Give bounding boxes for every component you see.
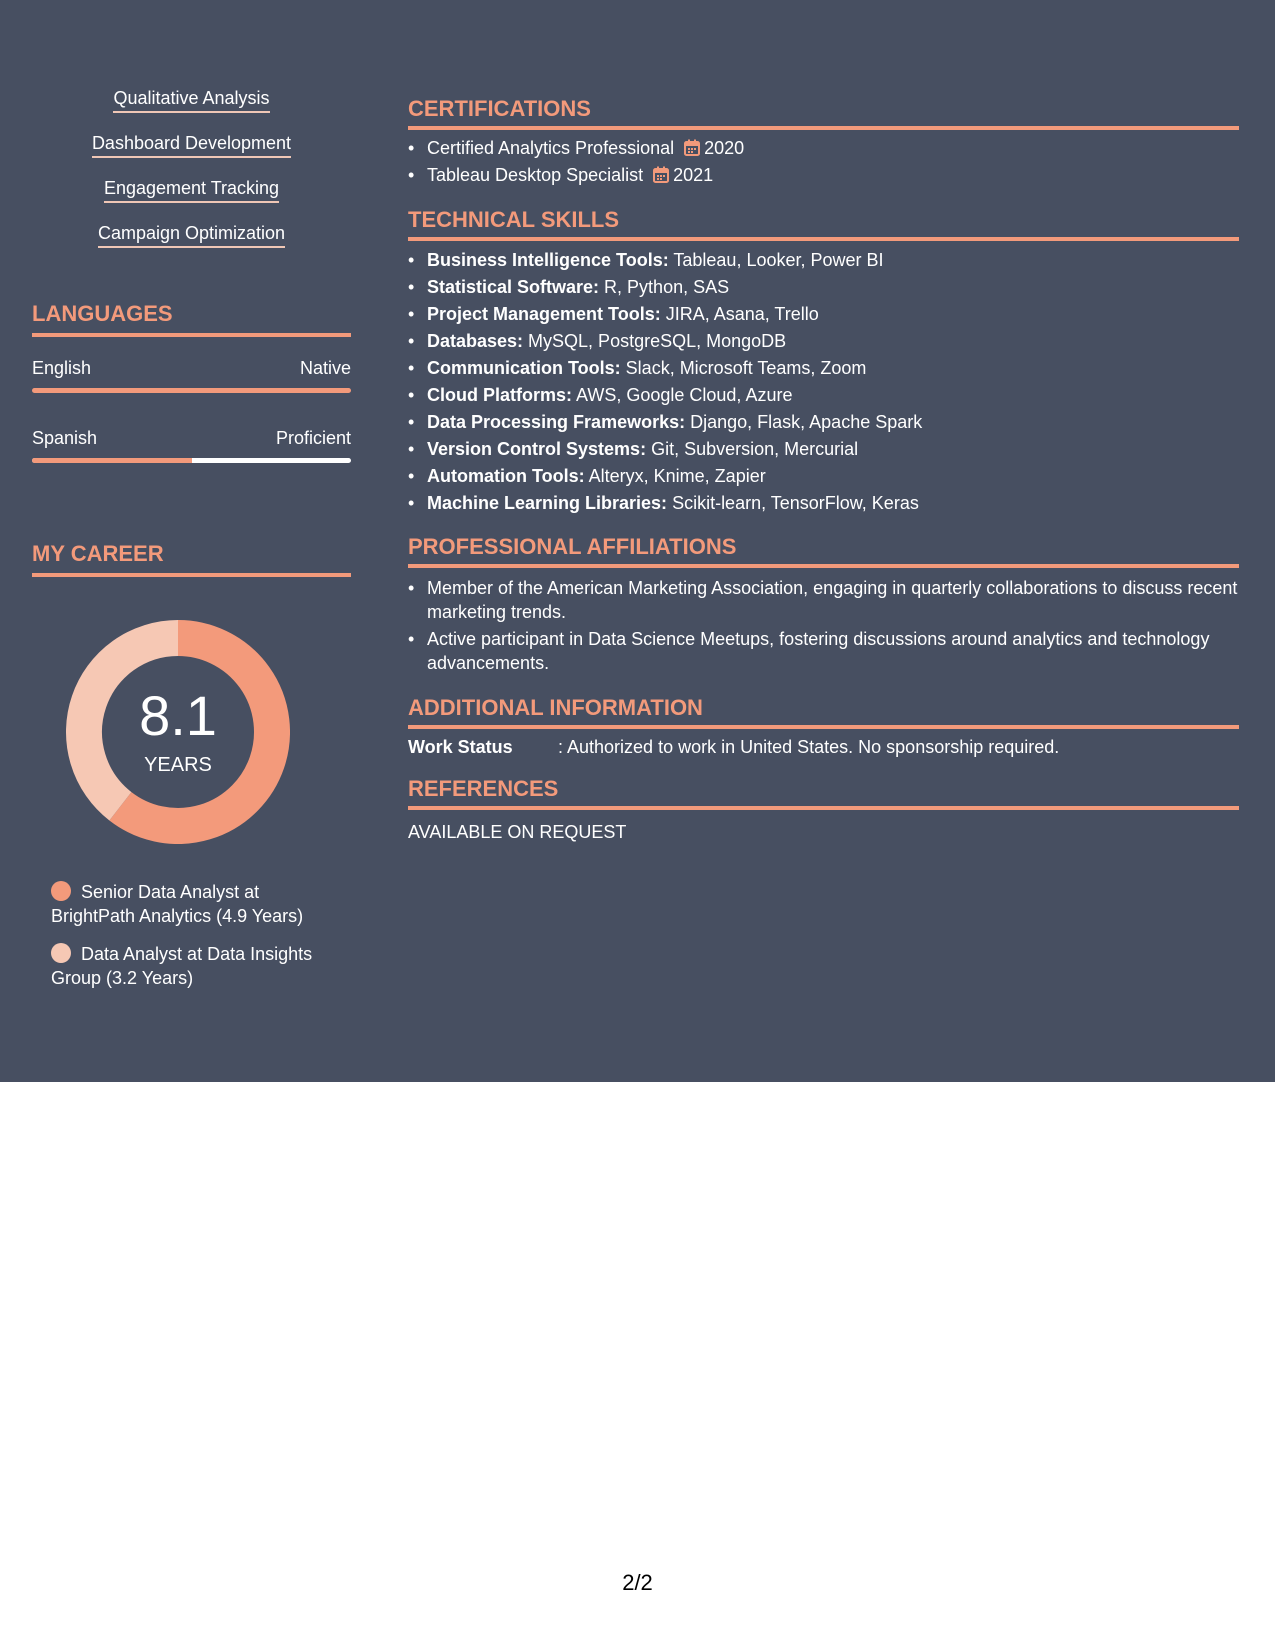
skill-values: JIRA, Asana, Trello — [660, 304, 819, 324]
languages-heading: LANGUAGES — [32, 301, 351, 337]
skill-category: Databases: — [427, 331, 524, 351]
language-level: Native — [299, 358, 351, 378]
skill-values: Scikit-learn, TensorFlow, Keras — [667, 493, 919, 513]
skill-values: Django, Flask, Apache Spark — [685, 412, 923, 432]
language-name: English — [32, 358, 92, 378]
affiliation-item: • Member of the American Marketing Association, engaging in quarterly collaborations to discuss recent marketing trends. — [408, 576, 1239, 624]
technical-skill-item — [408, 382, 1239, 409]
certification-name: Tableau Desktop Specialist — [427, 165, 644, 185]
certification-item — [408, 135, 1239, 162]
skill-tags — [32, 87, 351, 267]
certification-year: 2020 — [704, 138, 745, 158]
legend-dot-icon — [51, 881, 71, 901]
skill-values: AWS, Google Cloud, Azure — [572, 385, 793, 405]
skill-category: Business Intelligence Tools: — [427, 250, 669, 270]
technical-skill-item — [408, 328, 1239, 355]
language-bar-fill — [32, 458, 192, 463]
work-status-value: : Authorized to work in United States. No sponsorship required. — [558, 737, 1060, 757]
technical-skill-item — [408, 301, 1239, 328]
certifications-list — [408, 135, 1239, 189]
skill-tag: Dashboard Development — [92, 132, 291, 158]
technical-skill-item — [408, 355, 1239, 382]
calendar-icon — [684, 139, 700, 156]
skill-tag: Campaign Optimization — [98, 222, 285, 248]
career-legend-item — [51, 942, 341, 990]
language-bar-fill — [32, 388, 351, 393]
language-bar — [32, 388, 351, 393]
legend-dot-icon — [51, 943, 71, 963]
language-name: Spanish — [32, 428, 98, 448]
affiliations-heading: PROFESSIONAL AFFILIATIONS — [408, 534, 1239, 568]
skill-values: MySQL, PostgreSQL, MongoDB — [523, 331, 787, 351]
technical-skills-list — [408, 247, 1239, 517]
work-status-label: Work Status — [408, 737, 513, 757]
skill-tag: Engagement Tracking — [104, 177, 279, 203]
career-total-years: 8.1 — [139, 684, 217, 747]
skill-category: Communication Tools: — [427, 358, 621, 378]
technical-skills-heading: TECHNICAL SKILLS — [408, 207, 1239, 241]
skill-category: Machine Learning Libraries: — [427, 493, 668, 513]
career-heading: MY CAREER — [32, 541, 351, 577]
language-level: Proficient — [275, 428, 351, 448]
page-number: 2/2 — [622, 1570, 653, 1595]
skill-category: Statistical Software: — [427, 277, 600, 297]
work-status-row — [408, 735, 1239, 759]
skill-category: Automation Tools: — [427, 466, 585, 486]
skill-category: Data Processing Frameworks: — [427, 412, 686, 432]
references-text: AVAILABLE ON REQUEST — [408, 822, 627, 842]
language-row — [32, 428, 351, 472]
language-bar — [32, 458, 351, 463]
certification-year: 2021 — [673, 165, 714, 185]
skill-values: R, Python, SAS — [599, 277, 730, 297]
skill-values: Tableau, Looker, Power BI — [668, 250, 884, 270]
skill-values: Slack, Microsoft Teams, Zoom — [620, 358, 867, 378]
language-row — [32, 358, 351, 402]
certifications-heading: CERTIFICATIONS — [408, 96, 1239, 130]
technical-skill-item — [408, 247, 1239, 274]
career-role-label: Senior Data Analyst at BrightPath Analytics (4.9 Years) — [51, 882, 304, 926]
affiliation-item: • Active participant in Data Science Meetups, fostering discussions around analytics and technology advancements. — [408, 627, 1239, 675]
technical-skill-item — [408, 436, 1239, 463]
career-legend-item — [51, 880, 341, 928]
career-role-label: Data Analyst at Data Insights Group (3.2 Years) — [51, 944, 313, 988]
skill-category: Cloud Platforms: — [427, 385, 573, 405]
additional-info-heading: ADDITIONAL INFORMATION — [408, 695, 1239, 729]
skill-category: Project Management Tools: — [427, 304, 661, 324]
calendar-icon — [653, 166, 669, 183]
certification-item — [408, 162, 1239, 189]
career-years-unit: YEARS — [144, 754, 212, 776]
certification-name: Certified Analytics Professional — [427, 138, 675, 158]
technical-skill-item — [408, 463, 1239, 490]
skill-values: Git, Subversion, Mercurial — [646, 439, 859, 459]
affiliations-list — [408, 576, 1239, 678]
skill-category: Version Control Systems: — [427, 439, 647, 459]
technical-skill-item — [408, 409, 1239, 436]
technical-skill-item — [408, 274, 1239, 301]
references-heading: REFERENCES — [408, 776, 1239, 810]
career-donut-chart — [66, 620, 290, 844]
skill-values: Alteryx, Knime, Zapier — [584, 466, 766, 486]
technical-skill-item — [408, 490, 1239, 517]
skill-tag: Qualitative Analysis — [113, 87, 269, 113]
